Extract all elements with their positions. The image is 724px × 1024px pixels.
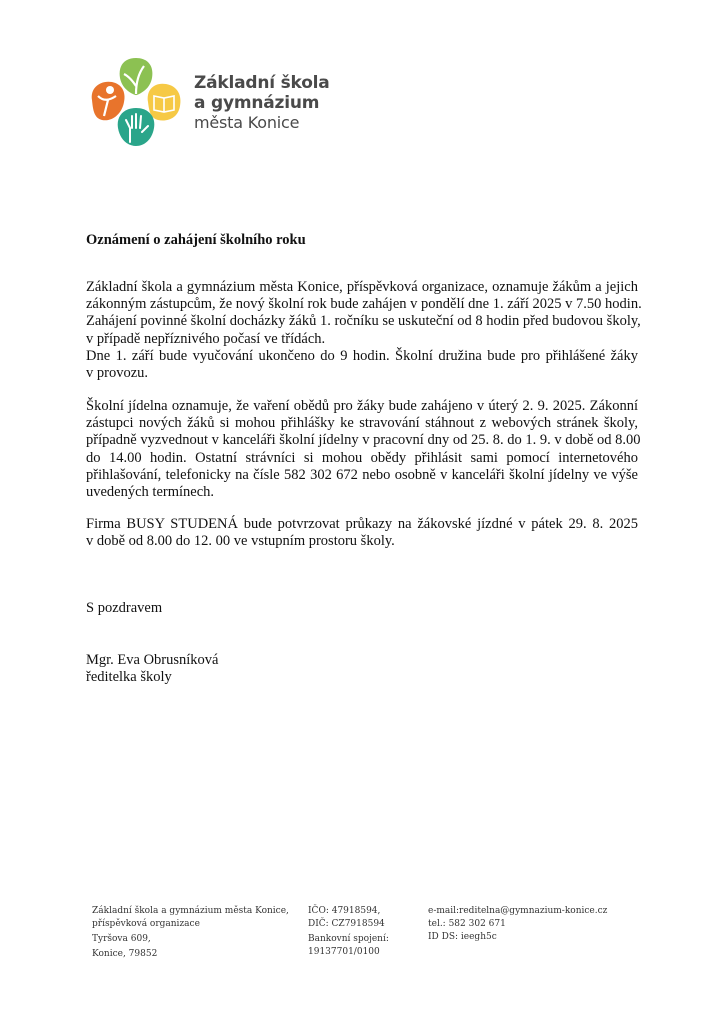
logo-text-line-3: města Konice — [194, 113, 300, 132]
footer-address — [92, 905, 289, 961]
logo-text-line-2: a gymnázium — [194, 93, 320, 113]
text-line: Zahájení povinné školní docházky žáků 1. ročníku se uskuteční od 8 hodin před budovou školy, — [86, 313, 641, 330]
text-line: v době od 8.00 do 12. 00 ve vstupním prostoru školy. — [86, 533, 395, 550]
text-line: přihlašování, telefonicky na čísle 582 302 672 nebo osobně v kanceláři školní jídelny ve výše — [86, 466, 638, 483]
footer-street: Tyršova 609, — [92, 934, 151, 944]
footer-dic: DIČ: CZ7918594 — [308, 919, 385, 929]
text-line: v provozu. — [86, 365, 149, 382]
footer-email[interactable]: e-mail:reditelna@gymnazium-konice.cz — [428, 906, 608, 916]
signer-name: Mgr. Eva Obrusníková — [86, 652, 219, 668]
footer-org-type: příspěvková organizace — [92, 919, 200, 929]
text-line: uvedených termínech. — [86, 484, 215, 501]
paragraph-school-year-start — [86, 279, 642, 382]
text-line: Základní škola a gymnázium města Konice, příspěvková organizace, oznamuje žákům a jejich — [86, 279, 638, 295]
text-line: v případě nepříznivého počasí ve třídách. — [86, 330, 326, 347]
paragraph-canteen — [86, 398, 641, 501]
text-line: do 14.00 hodin. Ostatní strávníci si mohou obědy přihlásit sami pomocí internetového — [86, 449, 638, 466]
signer-role: ředitelka školy — [86, 669, 172, 686]
footer-contact — [428, 905, 607, 944]
document-title: Oznámení o zahájení školního roku — [86, 232, 306, 248]
text-line: případně vyzvednout v kanceláři školní jídelny v pracovní dny od 25. 8. do 1. 9. v době od 8.00 — [86, 432, 641, 449]
footer-bank-label: Bankovní spojení: — [308, 934, 389, 944]
footer-ico: IČO: 47918594, — [308, 906, 381, 916]
footer-data-box-id: ID DS: ieegh5c — [428, 932, 497, 942]
paragraph-bus-passes — [86, 516, 638, 550]
greeting: S pozdravem — [86, 600, 163, 616]
text-line: Dne 1. září bude vyučování ukončeno do 9 hodin. Školní družina bude pro přihlášené žáky — [86, 347, 638, 364]
footer-ids — [308, 905, 389, 959]
text-line: zástupci nových žáků si mohou přihlášky ke stravování stáhnout z webových stránek školy, — [86, 415, 638, 432]
footer-org-name: Základní škola a gymnázium města Konice, — [92, 906, 289, 916]
footer-city: Konice, 79852 — [92, 949, 158, 959]
text-line: zákonným zástupcům, že nový školní rok bude zahájen v pondělí dne 1. září 2025 v 7.50 hodin. — [86, 296, 642, 313]
footer-bank-account: 19137701/0100 — [308, 947, 380, 957]
footer-phone: tel.: 582 302 671 — [428, 919, 506, 929]
text-line: Školní jídelna oznamuje, že vaření obědů pro žáky bude zahájeno v úterý 2. 9. 2025. Zákonní — [86, 398, 638, 414]
signature-block — [86, 652, 219, 686]
school-logo-text — [194, 73, 330, 133]
text-line: Firma BUSY STUDENÁ bude potvrzovat průkazy na žákovské jízdné v pátek 29. 8. 2025 — [86, 516, 638, 532]
school-logo-icon — [86, 56, 186, 148]
logo-text-line-1: Základní škola — [194, 73, 330, 93]
